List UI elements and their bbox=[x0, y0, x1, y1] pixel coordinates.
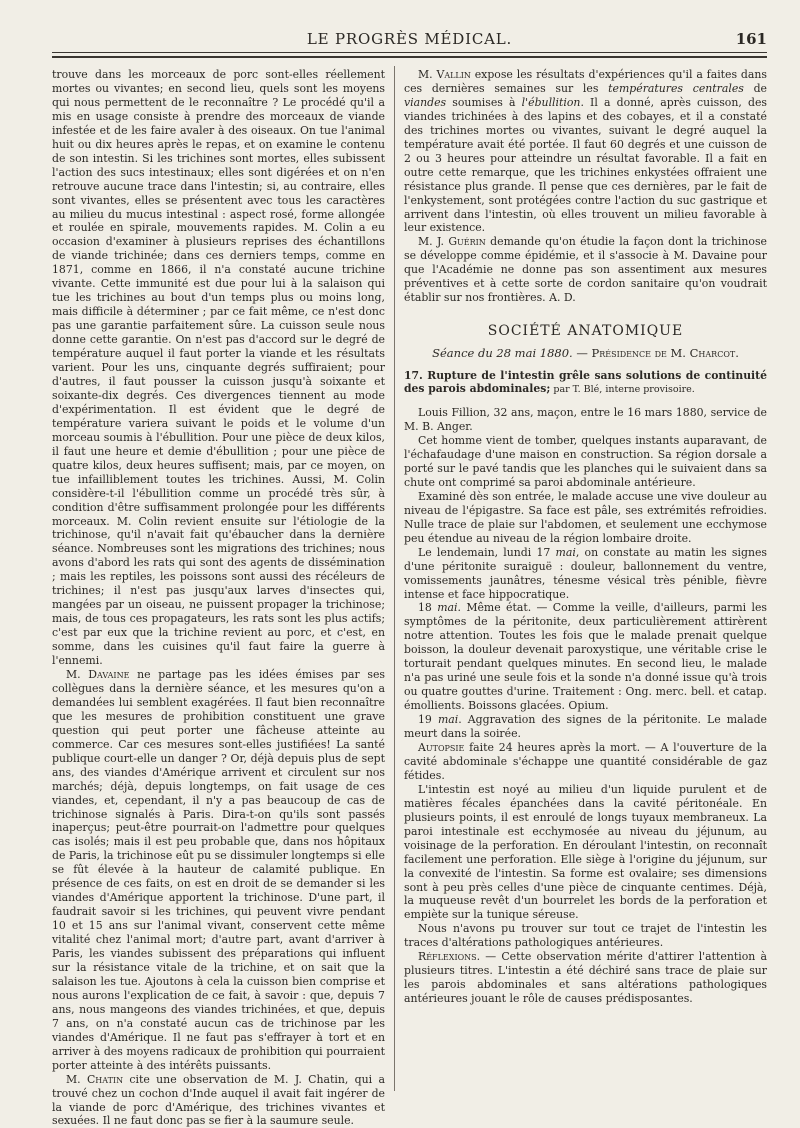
paragraph-text: ne partage pas les idées émises par ses collègues dans la dernière séance, et les mesures qu'on a demandées lui semblent exagérées. Il faut bien reconnaître que les mesures de prohibition constituent une grave question qui peut porter une fâcheuse atteinte au commerce. Car ces mesures sont-elles justifiées! La santé publique court-elle un danger ? Or, déjà depuis plus de sept ans, des viandes d'Amérique arrivent et circulent sur nos marchés; déjà, depuis longtemps, on fait usage de ces viandes, et, cependant, il n'y a pas beaucoup de cas de trichinose signalés à Paris. Dira-t-on qu'ils sont passés inaperçus; peut-être pourrait-on l'admettre pour quelques cas isolés; mais il est peu probable que, dans nos hôpitaux de Paris, la trichinose eût pu se dissimuler longtemps si elle se fût élevée à la hauteur de calamité publique. En présence de ces faits, on est en droit de se demander si les viandes d'Amérique apportent la trichinose. D'une part, il faudrait savoir si les trichines, qui peuvent vivre pendant 10 et 15 ans sur l'animal vivant, conservent cette même vitalité chez l'animal mort; d'autre part, avant d'arriver à Paris, les viandes subissent des préparations qui influent sur la résistance vitale de la trichine, et on sait que la salaison les tue. Ajoutons à cela la cuisson bien comprise et nous aurons l'explication de ce fait, à savoir : que, depuis 7 ans, nous mangeons des viandes trichinées, et que, depuis 7 ans, on n'a constaté aucun cas de trichinose par les viandes d'Amérique. Il ne faut pas s'effrayer à tort et en arriver à des moyens radicaux de prohibition qui pourraient porter atteinte à des intérêts puissants. bbox=[52, 667, 385, 1072]
paragraph-text: de bbox=[743, 81, 767, 95]
case-author: par T. Blé, interne provisoire. bbox=[550, 384, 695, 396]
subheading: Réflexions bbox=[418, 950, 477, 964]
session-date: Séance du 28 mai 1880. bbox=[432, 346, 573, 361]
case-heading bbox=[404, 369, 767, 396]
paragraph bbox=[52, 668, 385, 1073]
column-divider bbox=[394, 66, 395, 1091]
italic-text: viandes bbox=[404, 95, 447, 109]
paragraph-text: soumises à bbox=[446, 95, 522, 109]
paragraph-text: , on constate au matin les signes d'une péritonite suraiguë : douleur, ballonnement du ventre, vomissements jaunâtres, ténesme vésical très pénible, fièvre intense et face hippocratique. bbox=[404, 545, 767, 601]
paragraph: L'intestin est noyé au milieu d'un liquide purulent et de matières fécales épanchées dans la cavité péritonéale. En plusieurs points, il est enroulé de longs tuyaux membraneux. La paroi intestinale est ecchymosée au niveau du jéjunum, au voisinage de la perforation. En déroulant l'intestin, on reconnaît facilement une perforation. Elle siège à l'origine du jéjunum, sur la convexité de l'intestin. Sa forme est ovalaire; ses dimensions sont à peu près celles d'une pièce de cinquante centimes. Déjà, la muqueuse revêt d'un bourrelet les bords de la perforation et empiète sur la tunique séreuse. bbox=[404, 782, 767, 922]
speaker-name: M. J. Guérin bbox=[418, 235, 486, 249]
paragraph-text: . — Cette observation mérite d'attirer l'attention à plusieurs titres. L'intestin a été déchiré sans trace de plaie sur les parois abdominales et sans altérations pathologiques antérieures jouant le rôle de causes prédisposantes. bbox=[404, 950, 767, 1006]
right-column bbox=[404, 68, 767, 1006]
paragraph-text: . Aggravation des signes de la péritonite. Le malade meurt dans la soirée. bbox=[404, 713, 768, 741]
case-number: 17. bbox=[404, 369, 423, 383]
paragraph: Examiné dès son entrée, le malade accuse une vive douleur au niveau de l'épigastre. Sa face est pâle, ses extrémités refroidies. Nulle trace de plaie sur l'abdomen, et seulement une ecchymose peu étendue au niveau de la région lombaire droite. bbox=[404, 489, 767, 545]
running-title: LE PROGRÈS MÉDICAL. bbox=[306, 30, 513, 48]
case-title: Rupture de l'intestin grêle sans solutions de continuité des parois abdominales; bbox=[404, 369, 767, 396]
speaker-name: M. Vallin bbox=[418, 68, 471, 81]
paragraph-text: 18 bbox=[418, 601, 438, 615]
paragraph: trouve dans les morceaux de porc sont-elles réellement mortes ou vivantes; en second lieu, quels sont les moyens qui nous permettent de le reconnaître ? Le procédé qu'il a mis en usage consiste à prendre des morceaux de viande infestée et de les faire avaler à des oiseaux. On tue l'animal huit ou dix heures après le repas, et on examine le contenu de son intestin. Si les trichines sont mortes, elles subissent l'action des sucs intestinaux; elles sont digérées et on n'en retrouve aucune trace dans l'intestin; si, au contraire, elles sont vivantes, elles se présentent avec tous les caractères au milieu du mucus intestinal : aspect rosé, forme allongée et roulée en spirale, mouvements rapides. M. Colin a eu occasion d'examiner à plusieurs reprises des échantillons de viande trichinée; dans ces derniers temps, comme en 1871, comme en 1866, il n'a constaté aucune trichine vivante. Cette immunité est due pour lui à la salaison qui tue les trichines au bout d'un temps plus ou moins long, mais difficile à déterminer ; par ce fait même, ce n'est donc pas une garantie parfaitement sûre. La cuisson seule nous donne cette garantie. On n'est pas d'accord sur le degré de température auquel il faut porter la viande et les résultats varient. Pour les uns, cinquante degrés suffiraient; pour d'autres, il faut pousser la cuisson jusqu'à soixante et soixante-dix degrés. Ces divergences tiennent au mode d'expérimentation. Il est évident que le degré de température variera suivant le poids et le volume d'un morceau soumis à l'ébullition. Pour une pièce de deux kilos, il faut une heure et demie d'ébullition ; pour une pièce de quatre kilos, deux heures suffisent; mais, par ce moyen, on tue infailliblement toutes les trichines. Aussi, M. Colin considère-t-il l'ébullition comme un procédé très sûr, à condition d'être suffisamment prolongée pour les différents morceaux. M. Colin revient ensuite sur l'étiologie de la trichinose, qu'il n'avait fait qu'ébaucher dans la dernière séance. Nombreuses sont les migrations des trichines; nous avons d'abord les rats qui sont des agents de dissémination ; mais les reptiles, les poissons sont aussi des récéleurs de trichines; il n'est pas jusqu'aux larves d'insectes qui, mangées par un oiseau, ne puissent propager la trichinose; mais, de tous ces propagateurs, les rats sont les plus actifs; c'est par eux que la trichine revient au porc, et c'est, en somme, dans les cuisines qu'il faut faire la guerre à l'ennemi. bbox=[52, 68, 385, 668]
left-column bbox=[52, 68, 385, 1128]
paragraph bbox=[404, 235, 767, 305]
italic-text: mai bbox=[555, 545, 576, 559]
paragraph bbox=[404, 713, 767, 741]
italic-text: températures centrales bbox=[608, 81, 744, 95]
page-number: 161 bbox=[735, 30, 767, 48]
paragraph: Louis Fillion, 32 ans, maçon, entre le 16 mars 1880, service de M. B. Anger. bbox=[404, 406, 767, 434]
speaker-name: M. Chatin bbox=[66, 1072, 124, 1086]
paragraph-text: expose les résultats d'expériences qu'il a faites dans ces dernières semaines sur les bbox=[404, 68, 767, 95]
paragraph bbox=[52, 1073, 385, 1128]
paragraph bbox=[404, 601, 767, 713]
paragraph-text: faite 24 heures après la mort. — A l'ouverture de la cavité abdominale s'échappe une quantité considérable de gaz fétides. bbox=[404, 740, 767, 782]
paragraph-text: . Il a donné, après cuisson, des viandes trichinées à des lapins et des cobayes, et il a constaté des trichines mortes ou vivantes, suivant le degré auquel la température avait été portée. Il faut 60 degrés et une cuisson de 2 ou 3 heures pour atteindre un résultat favorable. Il a fait en outre cette remarque, que les trichines enkystées offraient une résistance plus grande. Il pense que ces dernières, par le fait de l'enkystement, sont protégées contre l'action du suc gastrique et arrivent dans l'intestin, où elles trouvent un milieu favorable à leur existence. bbox=[404, 95, 767, 235]
journal-page bbox=[52, 28, 768, 1128]
paragraph: Cet homme vient de tomber, quelques instants auparavant, de l'échafaudage d'une maison en construction. Sa région dorsale a porté sur le pavé tandis que les planches qui le suivaient dans sa chute ont comprimé sa paroi abdominale antérieure. bbox=[404, 434, 767, 489]
italic-text: mai bbox=[437, 713, 459, 727]
paragraph-text: Le lendemain, lundi 17 bbox=[418, 545, 556, 559]
header-rule bbox=[52, 52, 767, 53]
section-title: SOCIÉTÉ ANATOMIQUE bbox=[487, 323, 684, 340]
italic-text: mai bbox=[437, 601, 458, 615]
paragraph: Nous n'avons pu trouver sur tout ce trajet de l'intestin les traces d'altérations pathologiques antérieures. bbox=[404, 922, 767, 950]
paragraph bbox=[404, 546, 767, 602]
italic-text: l'ébullition bbox=[521, 95, 581, 109]
subheading: Autopsie bbox=[418, 740, 465, 754]
speaker-name: M. Davaine bbox=[66, 667, 130, 681]
paragraph-text: . Même état. — Comme la veille, d'ailleurs, parmi les symptômes de la péritonite, deux particulièrement attirèrent notre attention. Toutes les fois que le malade prenait quelque boisson, la douleur devenait paroxystique, une véritable crise le torturait pendant quelques minutes. En second lieu, le malade n'a pas uriné une seule fois et la sonde n'a donné issue qu'à trois ou quatre gouttes d'urine. Traitement : Ong. merc. bell. et catap. émollients. Boissons glacées. Opium. bbox=[404, 601, 767, 713]
paragraph bbox=[404, 950, 767, 1006]
session-line bbox=[404, 347, 767, 361]
page-header bbox=[52, 28, 767, 54]
paragraph-text: demande qu'on étudie la façon dont la trichinose se développe comme épidémie, et il s'associe à M. Davaine pour que l'Académie ne donne pas son assentiment aux mesures préventives et à cette sorte de cordon sanitaire qu'on voudrait établir sur nos frontières. bbox=[404, 235, 768, 305]
paragraph bbox=[404, 68, 767, 235]
paragraph-text: cite une observation de M. J. Chatin, qui a trouvé chez un cochon d'Inde auquel il avait fait ingérer de la viande de porc d'Amérique, des trichines vivantes et sexuées. Il ne faut donc pas se fier à la saumure seule. bbox=[52, 1072, 385, 1128]
session-presidence: Présidence de M. Charcot. bbox=[591, 346, 739, 361]
session-dash: — bbox=[572, 346, 592, 361]
paragraph-text: 19 bbox=[418, 713, 438, 727]
paragraph bbox=[404, 741, 767, 783]
signature: A. D. bbox=[549, 291, 576, 305]
header-rule-thick bbox=[52, 56, 767, 58]
